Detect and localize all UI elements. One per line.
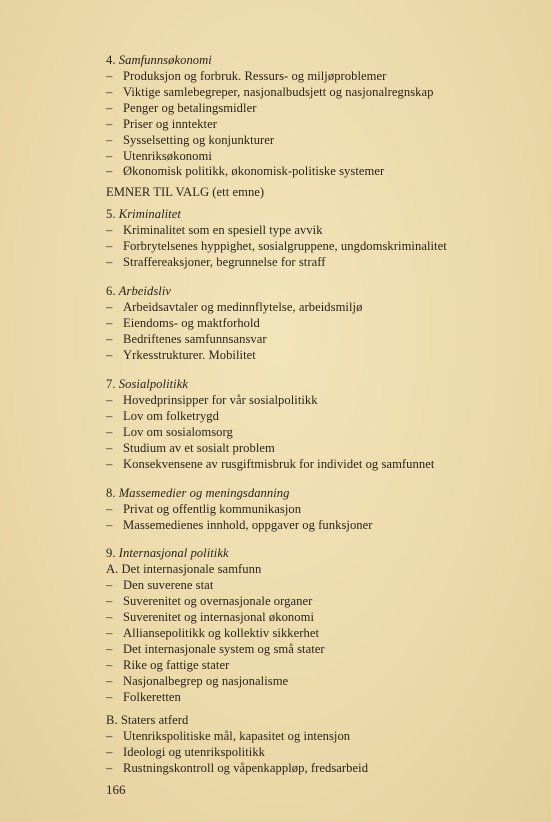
- section-title: Massemedier og meningsdanning: [118, 486, 290, 500]
- list-item: [106, 164, 384, 179]
- list-item: [106, 223, 323, 238]
- section-heading: [106, 53, 212, 68]
- list-item-text: Kriminalitet som en spesiell type avvik: [123, 223, 323, 237]
- list-item-text: Hovedprinsipper for vår sosialpolitikk: [123, 393, 318, 407]
- dash-bullet: –: [106, 409, 113, 423]
- list-item: [106, 149, 212, 164]
- list-item: [106, 239, 447, 254]
- list-item-text: Alliansepolitikk og kollektiv sikkerhet: [123, 626, 320, 640]
- list-item-text: Suverenitet og overnasjonale organer: [123, 594, 313, 608]
- dash-bullet: –: [106, 255, 113, 269]
- list-item-text: Ideologi og utenrikspolitikk: [123, 745, 266, 759]
- list-item: [106, 674, 288, 689]
- section-number: 7.: [106, 377, 119, 391]
- dash-bullet: –: [106, 332, 113, 346]
- list-item-text: Konsekvensene av rusgiftmisbruk for individet og samfunnet: [123, 457, 435, 471]
- list-item: [106, 441, 275, 456]
- section-number: 4.: [106, 53, 119, 67]
- dash-bullet: –: [106, 626, 113, 640]
- list-item: [106, 117, 217, 132]
- list-item: [106, 518, 373, 533]
- list-item-text: Massemedienes innhold, oppgaver og funksjoner: [123, 518, 373, 532]
- list-item: [106, 690, 181, 705]
- dash-bullet: –: [106, 610, 113, 624]
- list-item: [106, 316, 260, 331]
- list-item-text: Arbeidsavtaler og medinnflytelse, arbeidsmiljø: [123, 300, 363, 314]
- list-item: [106, 85, 434, 100]
- dash-bullet: –: [106, 316, 113, 330]
- list-item: [106, 255, 326, 270]
- list-item: [106, 729, 350, 744]
- page-number: 166: [106, 782, 126, 797]
- dash-bullet: –: [106, 300, 113, 314]
- list-item-text: Økonomisk politikk, økonomisk-politiske systemer: [123, 164, 385, 178]
- dash-bullet: –: [106, 348, 113, 362]
- list-item-text: Utenriksøkonomi: [123, 149, 212, 163]
- dash-bullet: –: [106, 729, 113, 743]
- list-item: [106, 393, 318, 408]
- list-item-text: Lov om folketrygd: [123, 409, 219, 423]
- list-item: [106, 658, 229, 673]
- dash-bullet: –: [106, 239, 113, 253]
- list-item-text: Sysselsetting og konjunkturer: [123, 133, 275, 147]
- section-number: 9.: [106, 546, 119, 560]
- dash-bullet: –: [106, 642, 113, 656]
- list-item-text: Privat og offentlig kommunikasjon: [123, 502, 302, 516]
- list-item-text: Suverenitet og internasjonal økonomi: [123, 610, 315, 624]
- list-item-text: Forbrytelsenes hyppighet, sosialgruppene, ungdomskriminalitet: [123, 239, 447, 253]
- dash-bullet: –: [106, 117, 113, 131]
- section-heading: [106, 486, 290, 501]
- list-item: [106, 300, 362, 315]
- section-number: 6.: [106, 284, 119, 298]
- dash-bullet: –: [106, 441, 113, 455]
- list-item-text: Rike og fattige stater: [123, 658, 230, 672]
- dash-bullet: –: [106, 674, 113, 688]
- list-item: [106, 502, 301, 517]
- list-item-text: Bedriftenes samfunnsansvar: [123, 332, 267, 346]
- subheading: A. Det internasjonale samfunn: [106, 562, 262, 576]
- dash-bullet: –: [106, 594, 113, 608]
- list-item: [106, 745, 265, 760]
- section-title: Arbeidsliv: [118, 284, 172, 298]
- dash-bullet: –: [106, 690, 113, 704]
- list-item: [106, 69, 386, 84]
- list-item-text: Eiendoms- og maktforhold: [123, 316, 260, 330]
- list-item: [106, 626, 319, 641]
- list-item: [106, 457, 434, 472]
- list-item: [106, 610, 314, 625]
- list-item-text: Studium av et sosialt problem: [123, 441, 275, 455]
- list-item: [106, 425, 233, 440]
- list-item-text: Yrkesstrukturer. Mobilitet: [123, 348, 256, 362]
- section-number: 8.: [106, 486, 119, 500]
- list-item-text: Utenrikspolitiske mål, kapasitet og intensjon: [123, 729, 351, 743]
- list-item-text: Rustningskontroll og våpenkappløp, fredsarbeid: [123, 761, 369, 775]
- dash-bullet: –: [106, 502, 113, 516]
- list-item: [106, 101, 256, 116]
- dash-bullet: –: [106, 518, 113, 532]
- list-item-text: Lov om sosialomsorg: [123, 425, 233, 439]
- section-heading: [106, 284, 171, 299]
- dash-bullet: –: [106, 69, 113, 83]
- dash-bullet: –: [106, 745, 113, 759]
- dash-bullet: –: [106, 101, 113, 115]
- dash-bullet: –: [106, 85, 113, 99]
- dash-bullet: –: [106, 578, 113, 592]
- section-title: Samfunnsøkonomi: [118, 53, 212, 67]
- dash-bullet: –: [106, 164, 113, 178]
- list-item-text: Priser og inntekter: [123, 117, 217, 131]
- list-item: [106, 348, 256, 363]
- list-item-text: Straffereaksjoner, begrunnelse for straff: [123, 255, 326, 269]
- list-item: [106, 594, 312, 609]
- list-item: [106, 332, 267, 347]
- dash-bullet: –: [106, 133, 113, 147]
- dash-bullet: –: [106, 457, 113, 471]
- list-item-text: Nasjonalbegrep og nasjonalisme: [123, 674, 289, 688]
- list-item-text: Produksjon og forbruk. Ressurs- og miljøproblemer: [123, 69, 387, 83]
- dash-bullet: –: [106, 223, 113, 237]
- dash-bullet: –: [106, 658, 113, 672]
- section-title: Internasjonal politikk: [118, 546, 229, 560]
- list-item: [106, 133, 274, 148]
- section-heading: [106, 207, 181, 222]
- subheading: EMNER TIL VALG (ett emne): [106, 185, 265, 199]
- dash-bullet: –: [106, 425, 113, 439]
- section-heading: [106, 377, 188, 392]
- dash-bullet: –: [106, 149, 113, 163]
- list-item-text: Penger og betalingsmidler: [123, 101, 257, 115]
- list-item: [106, 409, 219, 424]
- list-item-text: Viktige samlebegreper, nasjonalbudsjett og nasjonalregnskap: [123, 85, 434, 99]
- list-item-text: Folkeretten: [123, 690, 181, 704]
- list-item: [106, 642, 325, 657]
- section-number: 5.: [106, 207, 119, 221]
- list-item: [106, 578, 213, 593]
- section-heading: [106, 546, 229, 561]
- list-item-text: Det internasjonale system og små stater: [123, 642, 325, 656]
- list-item-text: Den suverene stat: [123, 578, 214, 592]
- dash-bullet: –: [106, 393, 113, 407]
- list-item: [106, 761, 368, 776]
- dash-bullet: –: [106, 761, 113, 775]
- section-title: Sosialpolitikk: [118, 377, 189, 391]
- section-title: Kriminalitet: [118, 207, 181, 221]
- subheading: B. Staters atferd: [106, 713, 189, 727]
